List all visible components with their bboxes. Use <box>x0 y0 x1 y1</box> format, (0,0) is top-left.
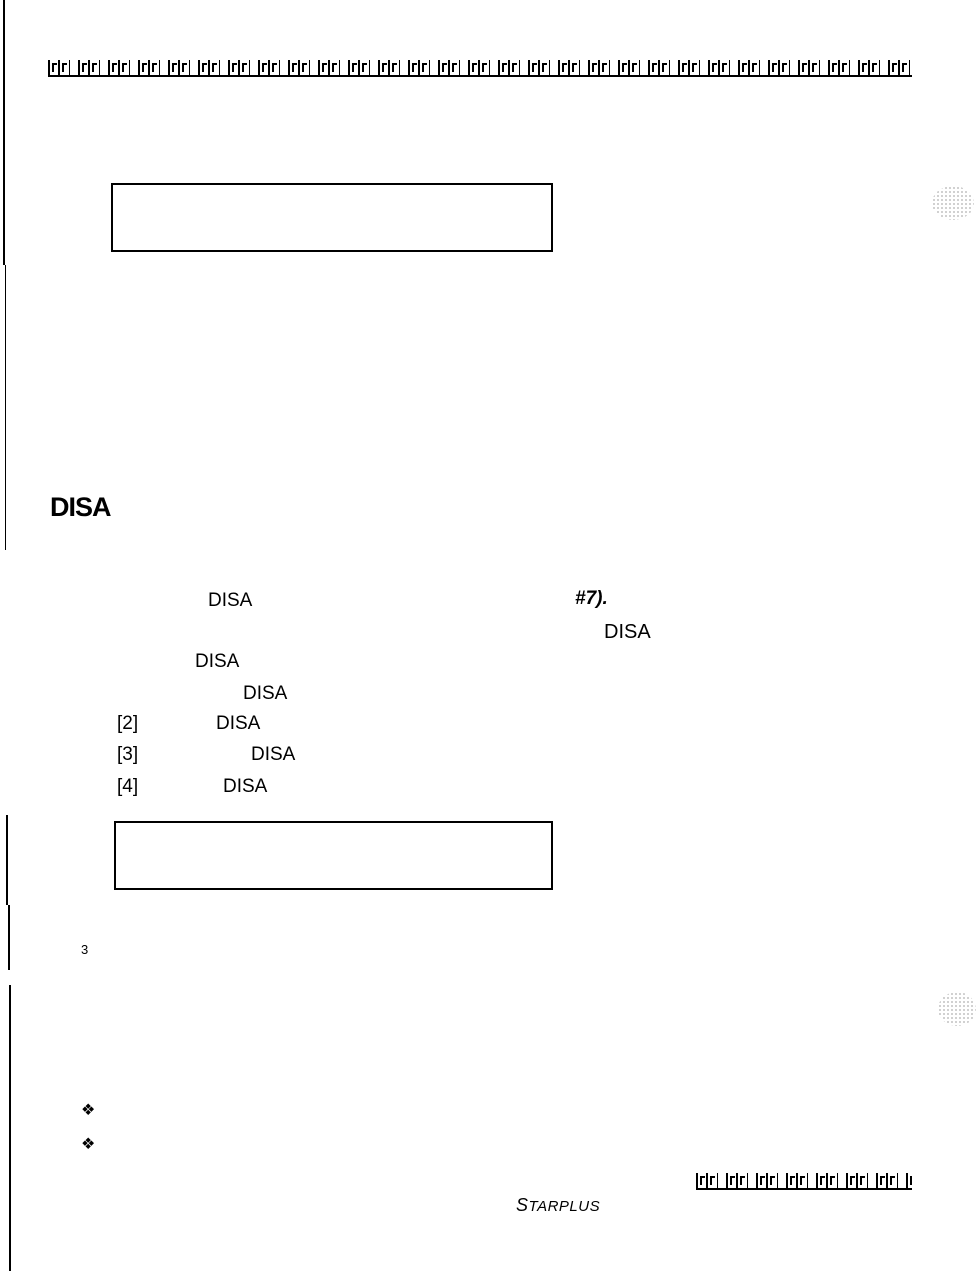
diamond-bullet-icon: ❖ <box>81 1136 96 1153</box>
binding-edge-line <box>9 985 11 1271</box>
page-number: 3 <box>81 942 89 957</box>
scan-artifact <box>932 186 974 220</box>
footer-brand-rest: TARPLUS <box>528 1198 601 1215</box>
binding-edge-line <box>6 815 8 905</box>
text-fragment: DISA <box>216 713 261 734</box>
text-fragment: DISA <box>604 621 651 643</box>
section-heading: DISA <box>50 492 111 522</box>
text-fragment: DISA <box>195 651 240 672</box>
footer-brand <box>516 1195 600 1216</box>
text-fragment: DISA <box>251 744 296 765</box>
option-label: [3] <box>117 744 139 765</box>
binding-edge-line <box>8 905 10 970</box>
binding-edge-line <box>3 0 5 265</box>
diamond-bullet-icon: ❖ <box>81 1102 96 1119</box>
greek-key-border-icon <box>48 60 912 77</box>
scan-artifact <box>938 992 976 1026</box>
option-label: [4] <box>117 776 139 797</box>
screen-display-box <box>111 183 553 252</box>
text-fragment: DISA <box>208 590 253 611</box>
greek-key-border-icon <box>696 1173 912 1190</box>
option-label: [2] <box>117 713 139 734</box>
binding-edge-line <box>5 265 6 550</box>
text-fragment: DISA <box>223 776 268 797</box>
screen-display-box <box>114 821 553 890</box>
text-fragment: #7). <box>575 588 608 609</box>
text-fragment: DISA <box>243 683 288 704</box>
footer-brand-initial: S <box>516 1195 529 1215</box>
